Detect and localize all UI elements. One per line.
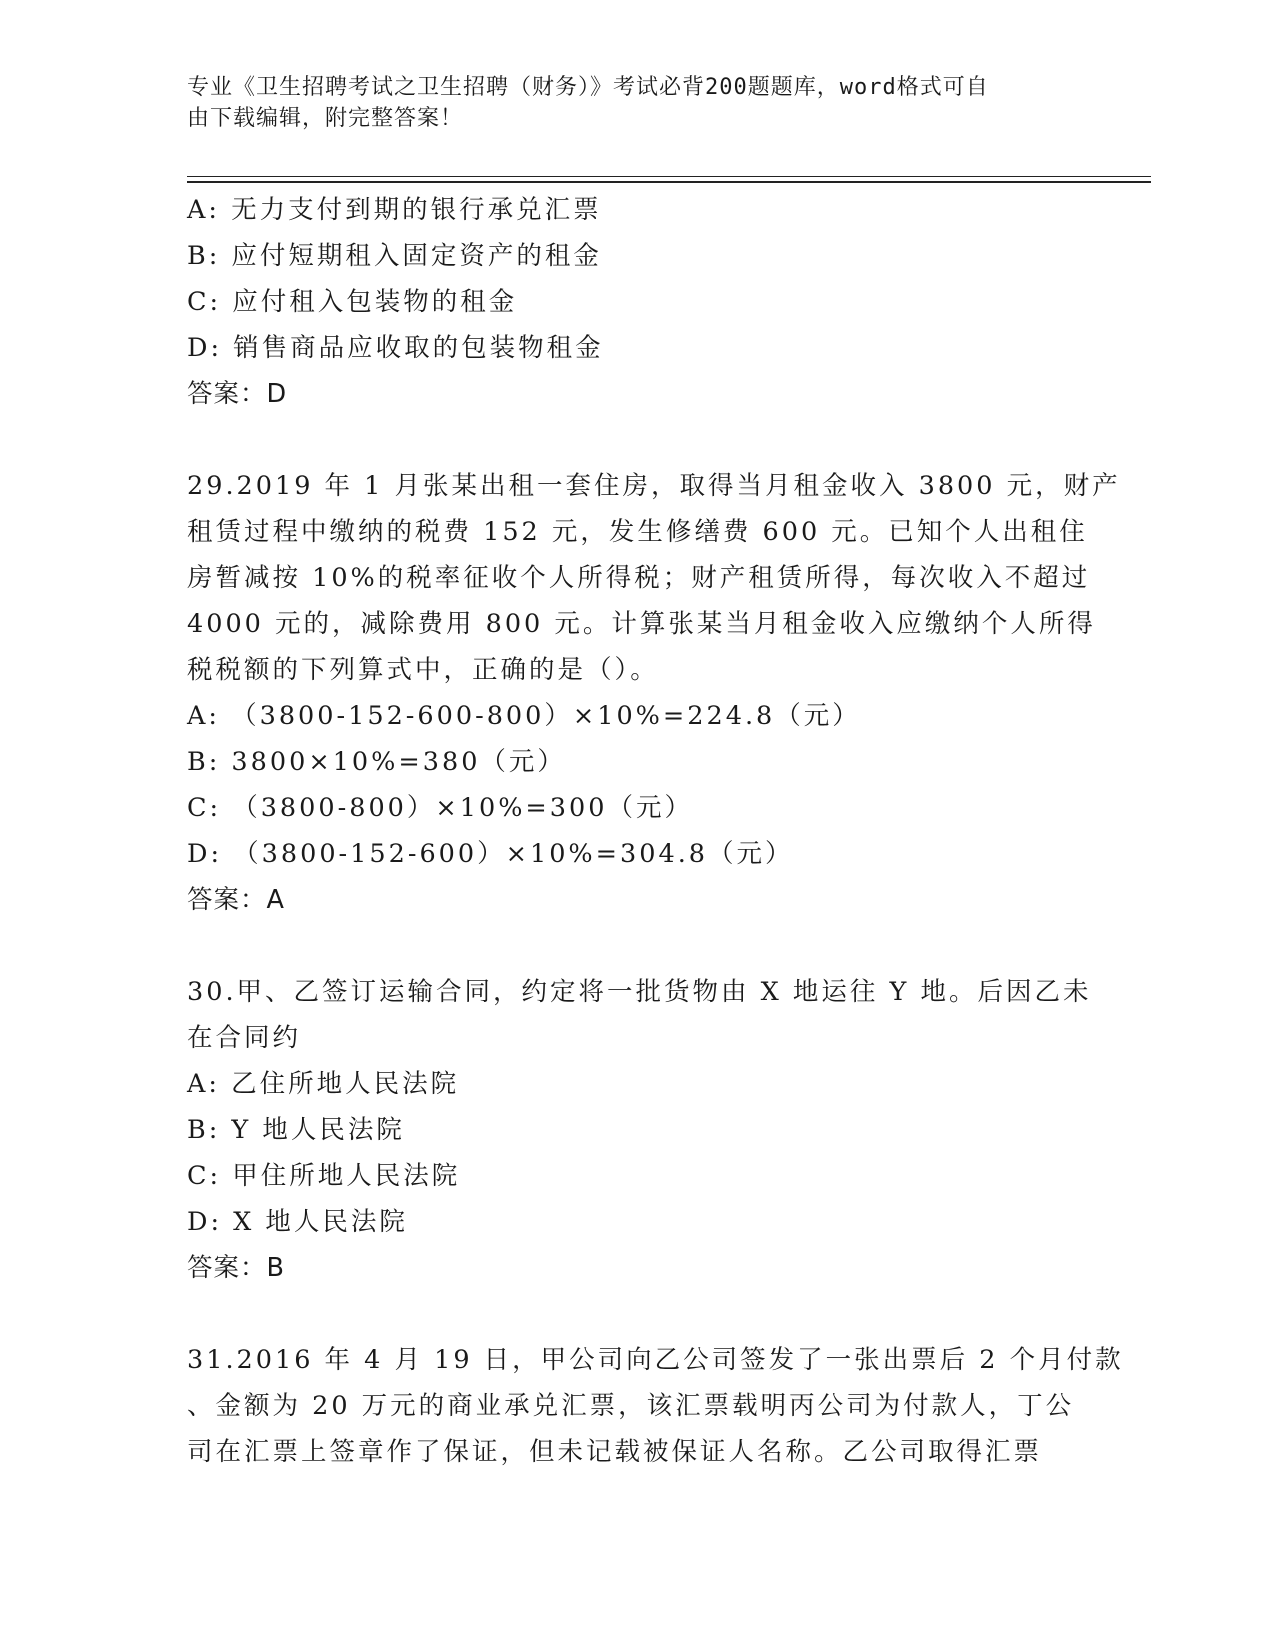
stem-line: 房暂减按 10%的税率征收个人所得税；财产租赁所得，每次收入不超过: [187, 563, 1091, 593]
option-d: D: （3800-152-600）×10%=304.8（元）: [187, 839, 794, 869]
stem-line: 31.2016 年 4 月 19 日，甲公司向乙公司签发了一张出票后 2 个月付款: [187, 1345, 1124, 1375]
option-d: D: 销售商品应收取的包装物租金: [187, 333, 604, 363]
spacer: [187, 923, 1087, 969]
option-c: C: 应付租入包装物的租金: [187, 287, 518, 317]
question-29-stem: [187, 463, 1121, 693]
stem-line: 税税额的下列算式中，正确的是（）。: [187, 655, 659, 685]
spacer: [187, 417, 1087, 463]
header-rule-thin: [187, 176, 1151, 177]
spacer: [187, 1291, 1087, 1337]
option-d: D: X 地人民法院: [187, 1207, 408, 1237]
option-a: A: 乙住所地人民法院: [187, 1069, 460, 1099]
header-line-1: 专业《卫生招聘考试之卫生招聘（财务）》考试必背200题题库，word格式可自: [187, 75, 989, 100]
stem-line: 在合同约: [187, 1023, 302, 1053]
question-30-options: [187, 1061, 1087, 1245]
stem-line: 、金额为 20 万元的商业承兑汇票，该汇票载明丙公司为付款人，丁公: [187, 1391, 1075, 1421]
option-b: B: Y 地人民法院: [187, 1115, 405, 1145]
question-30-stem: [187, 969, 1092, 1061]
option-b: B: 3800×10%=380（元）: [187, 747, 566, 777]
header-line-2: 由下载编辑，附完整答案！: [187, 106, 464, 131]
question-28-options: [187, 187, 1087, 371]
document-header: [187, 72, 1087, 134]
question-29-options: [187, 693, 1087, 877]
option-c: C: （3800-800）×10%=300（元）: [187, 793, 693, 823]
question-28-answer: 答案：D: [187, 379, 288, 409]
option-c: C: 甲住所地人民法院: [187, 1161, 461, 1191]
stem-line: 30.甲、乙签订运输合同，约定将一批货物由 X 地运往 Y 地。后因乙未: [187, 977, 1092, 1007]
option-a: A: （3800-152-600-800）×10%=224.8（元）: [187, 701, 861, 731]
question-31-stem: [187, 1337, 1124, 1475]
stem-line: 4000 元的，减除费用 800 元。计算张某当月租金收入应缴纳个人所得: [187, 609, 1096, 639]
stem-line: 司在汇票上签章作了保证，但未记载被保证人名称。乙公司取得汇票: [187, 1437, 1043, 1467]
stem-line: 租赁过程中缴纳的税费 152 元，发生修缮费 600 元。已知个人出租住: [187, 517, 1088, 547]
question-content: [187, 187, 1124, 1475]
question-29-answer: 答案：A: [187, 885, 285, 915]
option-a: A: 无力支付到期的银行承兑汇票: [187, 195, 602, 225]
question-30-answer: 答案：B: [187, 1253, 285, 1283]
stem-line: 29.2019 年 1 月张某出租一套住房，取得当月租金收入 3800 元，财产: [187, 471, 1121, 501]
header-rule-thick: [187, 181, 1151, 183]
option-b: B: 应付短期租入固定资产的租金: [187, 241, 602, 271]
